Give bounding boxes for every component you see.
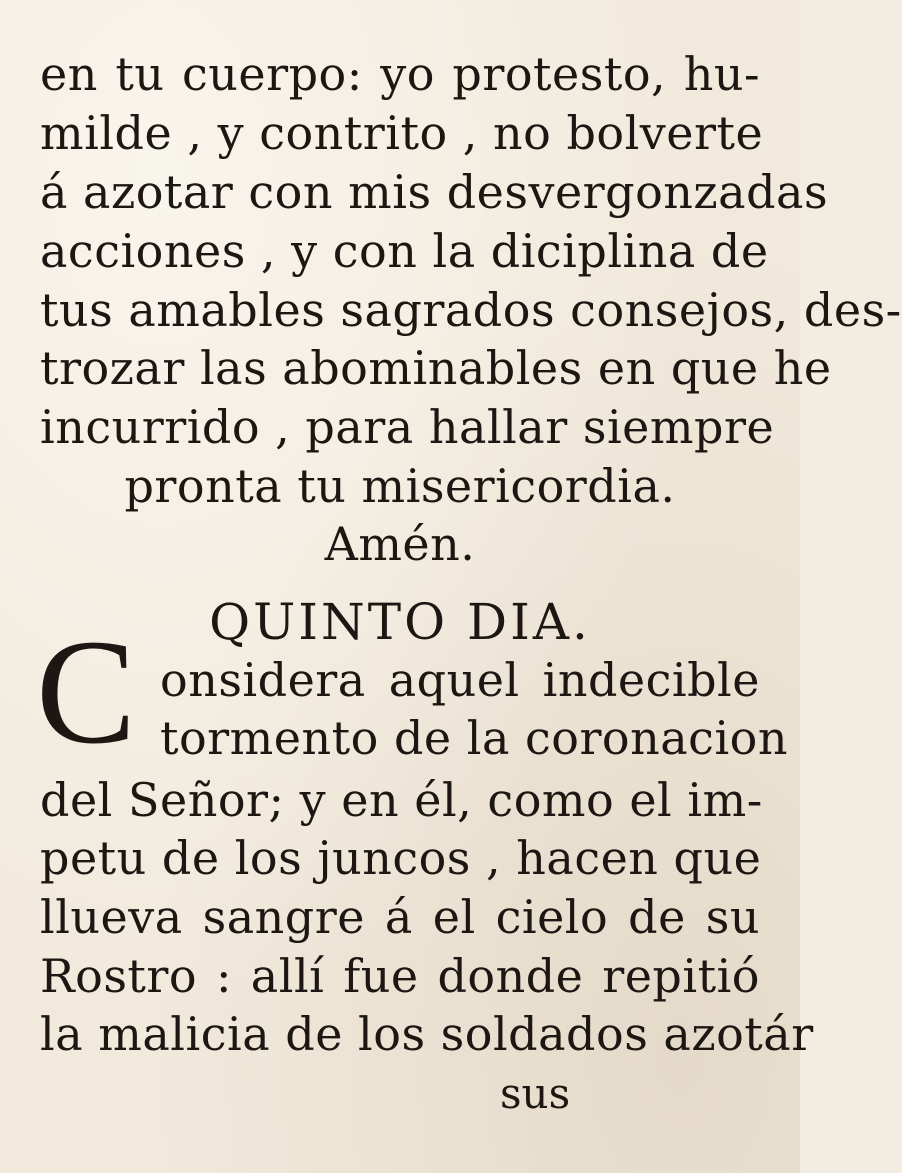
section-heading: QUINTO DIA. [209,593,591,651]
amen-line: Amén. [324,517,476,571]
text-line: en tu cuerpo: yo protesto, hu- [40,47,760,101]
text-line-last: pronta tu misericordia. [124,459,676,513]
text-line: á azotar con mis desvergonzadas [40,165,829,219]
text-line: llueva sangre á el cielo de su [40,890,760,944]
text-line: la malicia de los soldados azotár [40,1007,814,1061]
text-line: del Señor; y en él, como el im- [40,773,763,827]
text-line: Rostro : allí fue donde repitió [40,949,760,1003]
text-line: onsidera aquel indecible [160,653,760,707]
text-line: acciones , y con la diciplina de [40,224,769,278]
catchword: sus [500,1069,571,1118]
text-line: milde , y contrito , no bolverte [40,106,764,160]
text-line: tormento de la coronacion [160,711,788,765]
text-line: incurrido , para hallar siempre [40,400,775,454]
text-line: tus amables sagrados consejos, des- [40,283,902,337]
text-line: trozar las abominables en que he [40,341,832,395]
text-line: petu de los juncos , hacen que [40,831,762,885]
drop-cap: C [36,609,137,775]
